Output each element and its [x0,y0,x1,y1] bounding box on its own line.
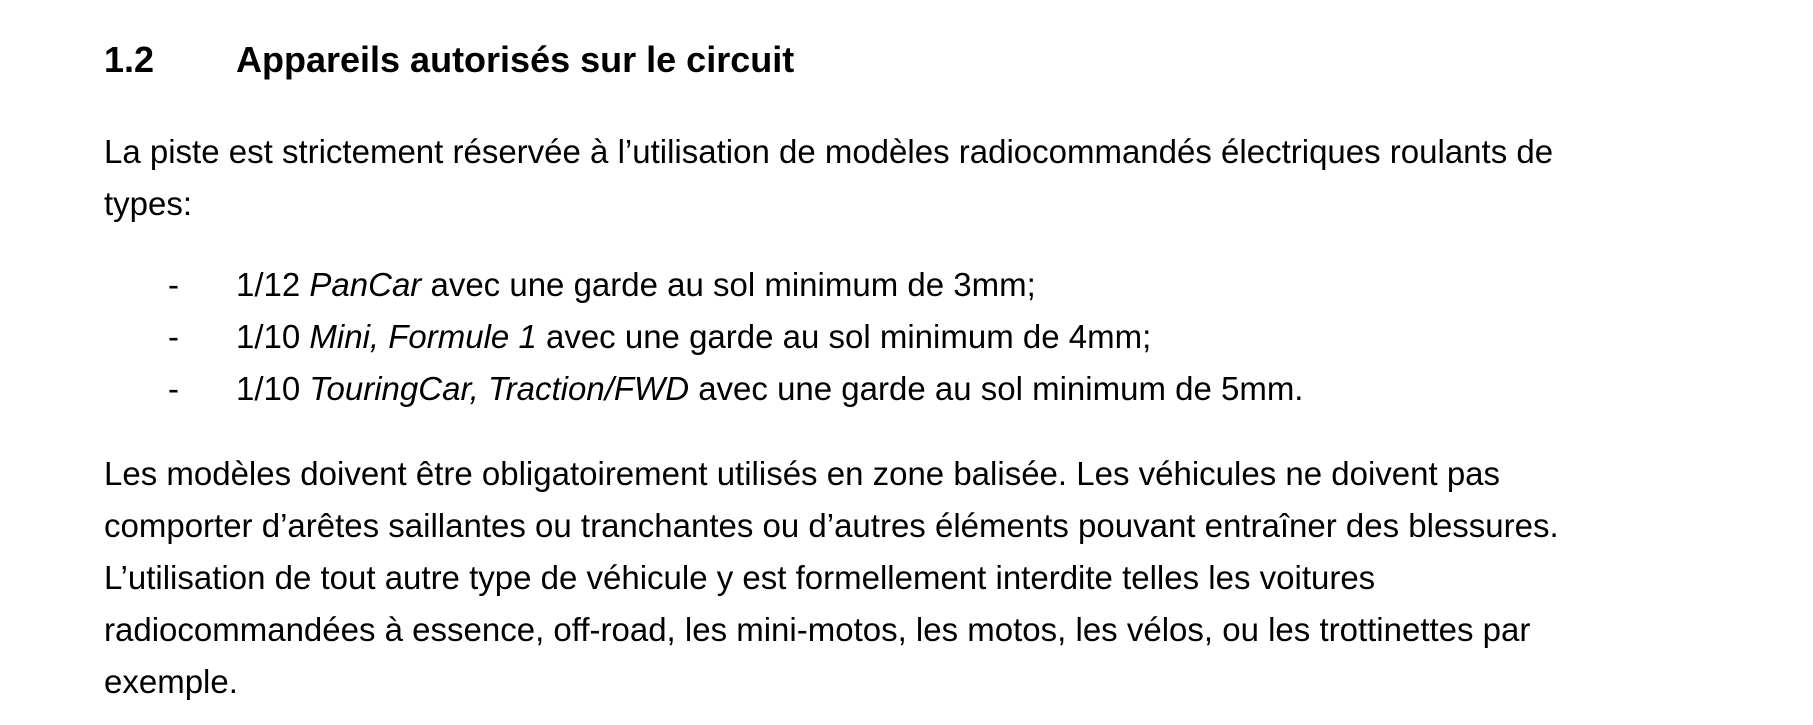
section-title: Appareils autorisés sur le circuit [236,39,795,80]
list-item [168,311,1303,363]
paragraph-line: comporter d’arêtes saillantes ou tranchantes ou d’autres éléments pouvant entraîner des blessures. [104,507,1559,544]
paragraph-line: exemple. [104,663,238,700]
list-item [168,363,1303,415]
list-item-model: Mini, Formule 1 [309,318,537,355]
list-item-clearance: avec une garde au sol minimum de 4mm; [536,318,1152,355]
section-number: 1.2 [104,39,155,80]
paragraph-line: radiocommandées à essence, off-road, les mini-motos, les motos, les vélos, ou les trottinettes par [104,611,1531,648]
section-heading [104,38,794,82]
list-dash: - [168,318,179,355]
list-item-clearance: avec une garde au sol minimum de 3mm; [421,266,1036,303]
paragraph-line: Les modèles doivent être obligatoirement utilisés en zone balisée. Les véhicules ne doivent pas [104,455,1501,492]
model-type-list [168,259,1303,415]
intro-paragraph [104,126,1553,230]
list-item-model: TouringCar, Traction/FWD [309,370,690,407]
list-dash: - [168,266,179,303]
list-item [168,259,1303,311]
list-item-clearance: avec une garde au sol minimum de 5mm. [689,370,1304,407]
list-dash: - [168,370,179,407]
rules-paragraph [104,448,1559,708]
paragraph-line: La piste est strictement réservée à l’utilisation de modèles radiocommandés électriques roulants de [104,133,1554,170]
paragraph-line: types: [104,185,193,222]
paragraph-line: L’utilisation de tout autre type de véhicule y est formellement interdite telles les voitures [104,559,1376,596]
list-item-scale: 1/10 [236,318,310,355]
list-item-model: PanCar [309,266,422,303]
list-item-scale: 1/12 [236,266,310,303]
list-item-scale: 1/10 [236,370,310,407]
